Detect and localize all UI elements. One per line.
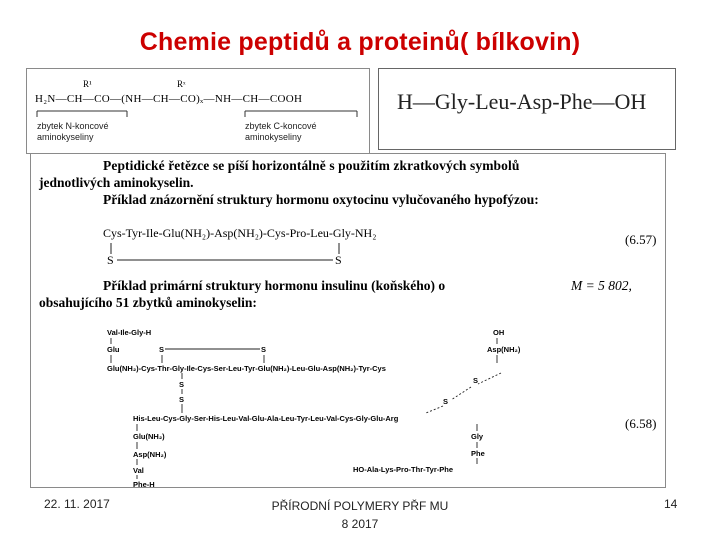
mid-s2-label: S [179,395,185,404]
oxytocin-s-left: S [107,253,114,267]
mid-s1-label: S [179,380,185,389]
a-s1-label: S [159,345,165,354]
b-chain-right-3: HO-Ala-Lys-Pro-Thr-Tyr-Phe [353,465,454,474]
b-chain-right-1: Gly [471,432,484,441]
n-terminal-caption-1: zbytek N-koncové [37,121,109,131]
footer-course-line2: 8 2017 [341,517,379,531]
equation-number-658: (6.58) [625,416,657,431]
peptide-formula-image [26,68,370,154]
c-terminal-caption-2: aminokyseliny [245,132,302,142]
b-chain-left-3: Val [133,466,144,475]
b-chain-left-1: Glu(NH₂) [133,432,165,441]
a-chain-asp: Asp(NH₂) [487,345,521,354]
b-chain-main: His-Leu-Cys-Gly-Ser-His-Leu-Val-Glu-Ala-Leu-Tyr-Leu-Val-Cys-Gly-Glu-Arg [133,414,399,423]
para3-line2: obsahujícího 51 zbytků aminokyselin: [39,295,257,310]
page-number: 14 [664,497,678,511]
sequence-text: H—Gly-Leu-Asp-Phe—OH [397,89,647,114]
formula-brackets [27,69,371,155]
footer-date: 22. 11. 2017 [44,497,110,511]
textbook-excerpt-image [30,153,666,488]
diag-s1-label: S [473,376,479,385]
general-formula: H₂N—CH—CO—(NH—CH—CO)ₓ—NH—CH—COOH [35,93,303,105]
footer-course [240,497,480,533]
para1-line1: Peptidické řetězce se píší horizontálně s použitím zkratkových symbolů [103,158,520,173]
b-chain-left-2: Asp(NH₂) [133,450,167,459]
r1-label: R¹ [83,79,92,89]
n-terminal-caption-2: aminokyseliny [37,132,94,142]
b-chain-left-4: Phe-H [133,480,155,489]
diag-s2-label: S [443,397,449,406]
oxytocin-chain: Cys-Tyr-Ile-Glu(NH₂)-Asp(NH₂)-Cys-Pro-Leu-Gly-NH₂ [103,226,377,240]
b-chain-right-2: Phe [471,449,485,458]
footer-course-line1: PŘÍRODNÍ POLYMERY PŘF MU [271,499,449,513]
a-chain-glu: Glu [107,345,120,354]
rx-label: Rˣ [177,79,186,89]
a-chain-main: Glu(NH₂)-Cys-Thr-Gly-Ile-Cys-Ser-Leu-Tyr-Glu(NH₂)-Leu-Glu-Asp(NH₂)-Tyr-Cys [107,364,386,373]
c-terminal-caption-1: zbytek C-koncové [245,121,317,131]
para1-line2: jednotlivých aminokyselin. [39,175,194,190]
equation-number-657: (6.57) [625,232,657,247]
a-chain-top: Val-Ile-Gly-H [107,328,152,337]
insulin-bonds [31,154,667,489]
slide-title: Chemie peptidů a proteinů( bílkovin) [139,28,581,56]
a-chain-oh: OH [493,328,505,337]
para2-text: Příklad znázornění struktury hormonu oxytocinu vylučovaného hypofýzou: [103,192,539,207]
insulin-mass: M = 5 802, [571,278,632,293]
oxytocin-s-right: S [335,253,342,267]
sequence-example-image [378,68,676,150]
a-s2-label: S [261,345,267,354]
para3-line1: Příklad primární struktury hormonu insulinu (koňského) o [103,278,446,293]
